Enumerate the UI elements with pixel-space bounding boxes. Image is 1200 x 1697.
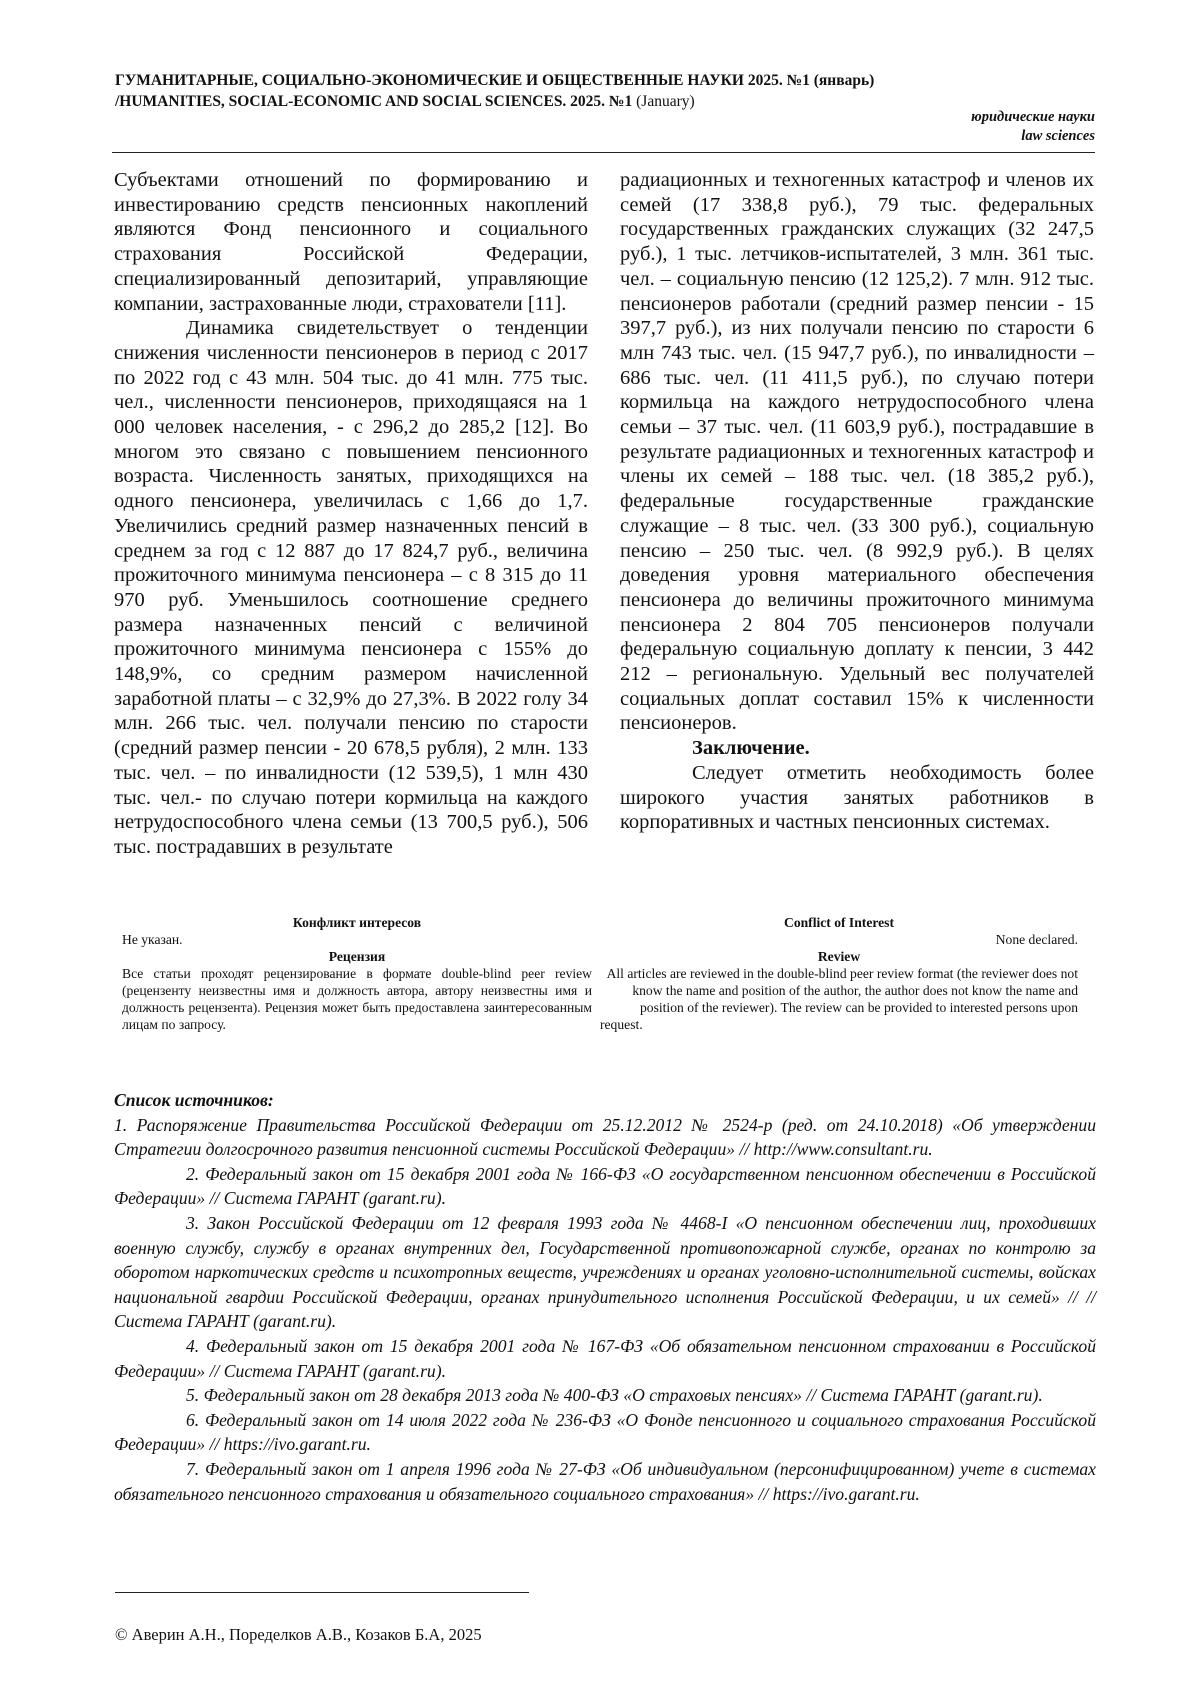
reference-item: 2. Федеральный закон от 15 декабря 2001 года № 166-ФЗ «О государственном пенсионном обеспечении в Российской Федерации» // Система ГАРАНТ (garant.ru). [114, 1163, 1096, 1209]
subject-area-ru: юридические науки [971, 109, 1095, 125]
body-column-right [620, 168, 1094, 835]
journal-issue-month-en: (January) [632, 93, 695, 110]
conflict-text-en: None declared. [995, 932, 1078, 947]
body-column-left [114, 168, 588, 860]
footnote-divider [115, 1592, 529, 1593]
conclusion-text: Следует отметить необходимость более широкого участия занятых работников в корпоративных и частных пенсионных системах. [620, 761, 1094, 834]
reference-item: 4. Федеральный закон от 15 декабря 2001 года № 167-ФЗ «Об обязательном пенсионном страховании в Российской Федерации» // Система ГАРАНТ (garant.ru). [114, 1335, 1096, 1381]
body-paragraph: радиационных и техногенных катастроф и членов их семей (17 338,8 руб.), 79 тыс. федеральных государственных гражданских служащих (32 247,5 руб.), 1 тыс. летчиков-испытателей, 3 млн. 361 тыс. чел. – социальную пенсию (12 125,2). 7 млн. 912 тыс. пенсионеров работали (средний размер пенсии - 15 397,7 руб.), из них получали пенсию по старости 6 млн 743 тыс. чел. (15 947,7 руб.), по инвалидности – 686 тыс. чел. (11 411,5 руб.), по случаю потери кормильца на каждого нетрудоспособного члена семьи – 37 тыс. чел. (11 603,9 руб.), пострадавшие в результате радиационных и техногенных катастроф и члены их семей – 188 тыс. чел. (18 385,2 руб.), федеральные государственные гражданские служащие – 8 тыс. чел. (33 300 руб.), социальную пенсию – 250 тыс. чел. (8 992,9 руб.). В целях доведения уровня материального обеспечения пенсионера до величины прожиточного минимума пенсионера 2 804 705 пенсионеров получали федеральную социальную доплату к пенсии, 3 442 212 – региональную. Удельный вес получателей социальных доплат составил 15% к численности пенсионеров. [620, 169, 1094, 735]
review-text-ru: Все статьи проходят рецензирование в формате double-blind peer review (рецензенту неизвестны имя и должность автора, автору неизвестны имя и должность рецензента). Рецензия может быть предоставлена заинтересованным лицам по запросу. [122, 966, 592, 1032]
references-list [114, 1088, 1096, 1506]
references-heading: Список источников: [114, 1090, 274, 1110]
reference-item: 6. Федеральный закон от 14 июля 2022 года № 236-ФЗ «О Фонде пенсионного и социального страхования Российской Федерации» // https://ivo.garant.ru. [114, 1409, 1096, 1455]
review-text-en: All articles are reviewed in the double-blind peer review format (the reviewer does not know the name and position of the author, the author does not know the name and position of the reviewer). The review can be provided to interested persons upon request. [600, 966, 1078, 1032]
reference-item: 7. Федеральный закон от 1 апреля 1996 года № 27-ФЗ «Об индивидуальном (персонифицированном) учете в системах обязательного пенсионного страхования и обязательного социального страхования» // https://ivo.garant.ru. [114, 1458, 1096, 1504]
journal-title-en-bold: /HUMANITIES, SOCIAL-ECONOMIC AND SOCIAL SCIENCES. 2025. №1 [115, 93, 633, 110]
review-heading-en: Review [817, 949, 861, 964]
reference-item: 3. Закон Российской Федерации от 12 февраля 1993 года № 4468-I «О пенсионном обеспечении лиц, проходивших военную службу, службу в органах внутренних дел, Государственной противопожарной службе, органах по контролю за оборотом наркотических средств и психотропных веществ, учреждениях и органах уголовно-исполнительной системы, войсках национальной гвардии Российской Федерации, органах принудительного исполнения Российской Федерации, и их семей» // // Система ГАРАНТ (garant.ru). [114, 1212, 1096, 1332]
header-divider [112, 152, 1095, 153]
reference-item: 5. Федеральный закон от 28 декабря 2013 года № 400-ФЗ «О страховых пенсиях» // Система ГАРАНТ (garant.ru). [186, 1385, 1043, 1406]
subject-area [971, 108, 1095, 146]
notes-ru [122, 914, 592, 1033]
body-paragraph: Субъектами отношений по формированию и инвестированию средств пенсионных накоплений являются Фонд пенсионного и социального страхования Российской Федерации, специализированный депозитарий, управляющие компании, застрахованные люди, страхователи [11]. [114, 169, 588, 315]
review-heading-ru: Рецензия [328, 949, 386, 964]
journal-title-ru: ГУМАНИТАРНЫЕ, СОЦИАЛЬНО-ЭКОНОМИЧЕСКИЕ И ОБЩЕСТВЕННЫЕ НАУКИ 2025. №1 (январь) [115, 72, 875, 89]
journal-header [115, 70, 1095, 112]
copyright-notice: © Аверин А.Н., Поределков А.В., Козаков Б.А, 2025 [115, 1625, 482, 1644]
conflict-heading-ru: Конфликт интересов [292, 915, 422, 930]
conclusion-heading: Заключение. [692, 737, 810, 760]
reference-item: 1. Распоряжение Правительства Российской Федерации от 25.12.2012 № 2524-р (ред. от 24.10.2018) «Об утверждении Стратегии долгосрочного развития пенсионной системы Российской Федерации» // http://www.consultant.ru. [114, 1114, 1096, 1160]
notes-en [600, 914, 1078, 1033]
subject-area-en: law sciences [1021, 128, 1095, 144]
conflict-heading-en: Conflict of Interest [784, 915, 894, 930]
conflict-text-ru: Не указан. [122, 932, 183, 947]
body-paragraph: Динамика свидетельствует о тенденции снижения численности пенсионеров в период с 2017 по 2022 год с 43 млн. 504 тыс. до 41 млн. 775 тыс. чел., численности пенсионеров, приходящаяся на 1 000 человек населения, - с 296,2 до 285,2 [12]. Во многом это связано с повышением пенсионного возраста. Численность занятых, приходящихся на одного пенсионера, увеличилась с 1,66 до 1,7. Увеличились средний размер назначенных пенсий в среднем за год с 12 887 до 17 824,7 руб., величина прожиточного минимума пенсионера – с 8 315 до 11 970 руб. Уменьшилось соотношение среднего размера назначенных пенсий с величиной прожиточного минимума пенсионера с 155% до 148,9%, со средним размером начисленной заработной платы – с 32,9% до 27,3%. В 2022 голу 34 млн. 266 тыс. чел. получали пенсию по старости (средний размер пенсии - 20 678,5 рубля), 2 млн. 133 тыс. чел. – по инвалидности (12 539,5), 1 млн 430 тыс. чел.- по случаю потери кормильца на каждого нетрудоспособного члена семьи (13 700,5 руб.), 506 тыс. пострадавших в результате [114, 317, 588, 858]
journal-title-en [115, 91, 1095, 112]
